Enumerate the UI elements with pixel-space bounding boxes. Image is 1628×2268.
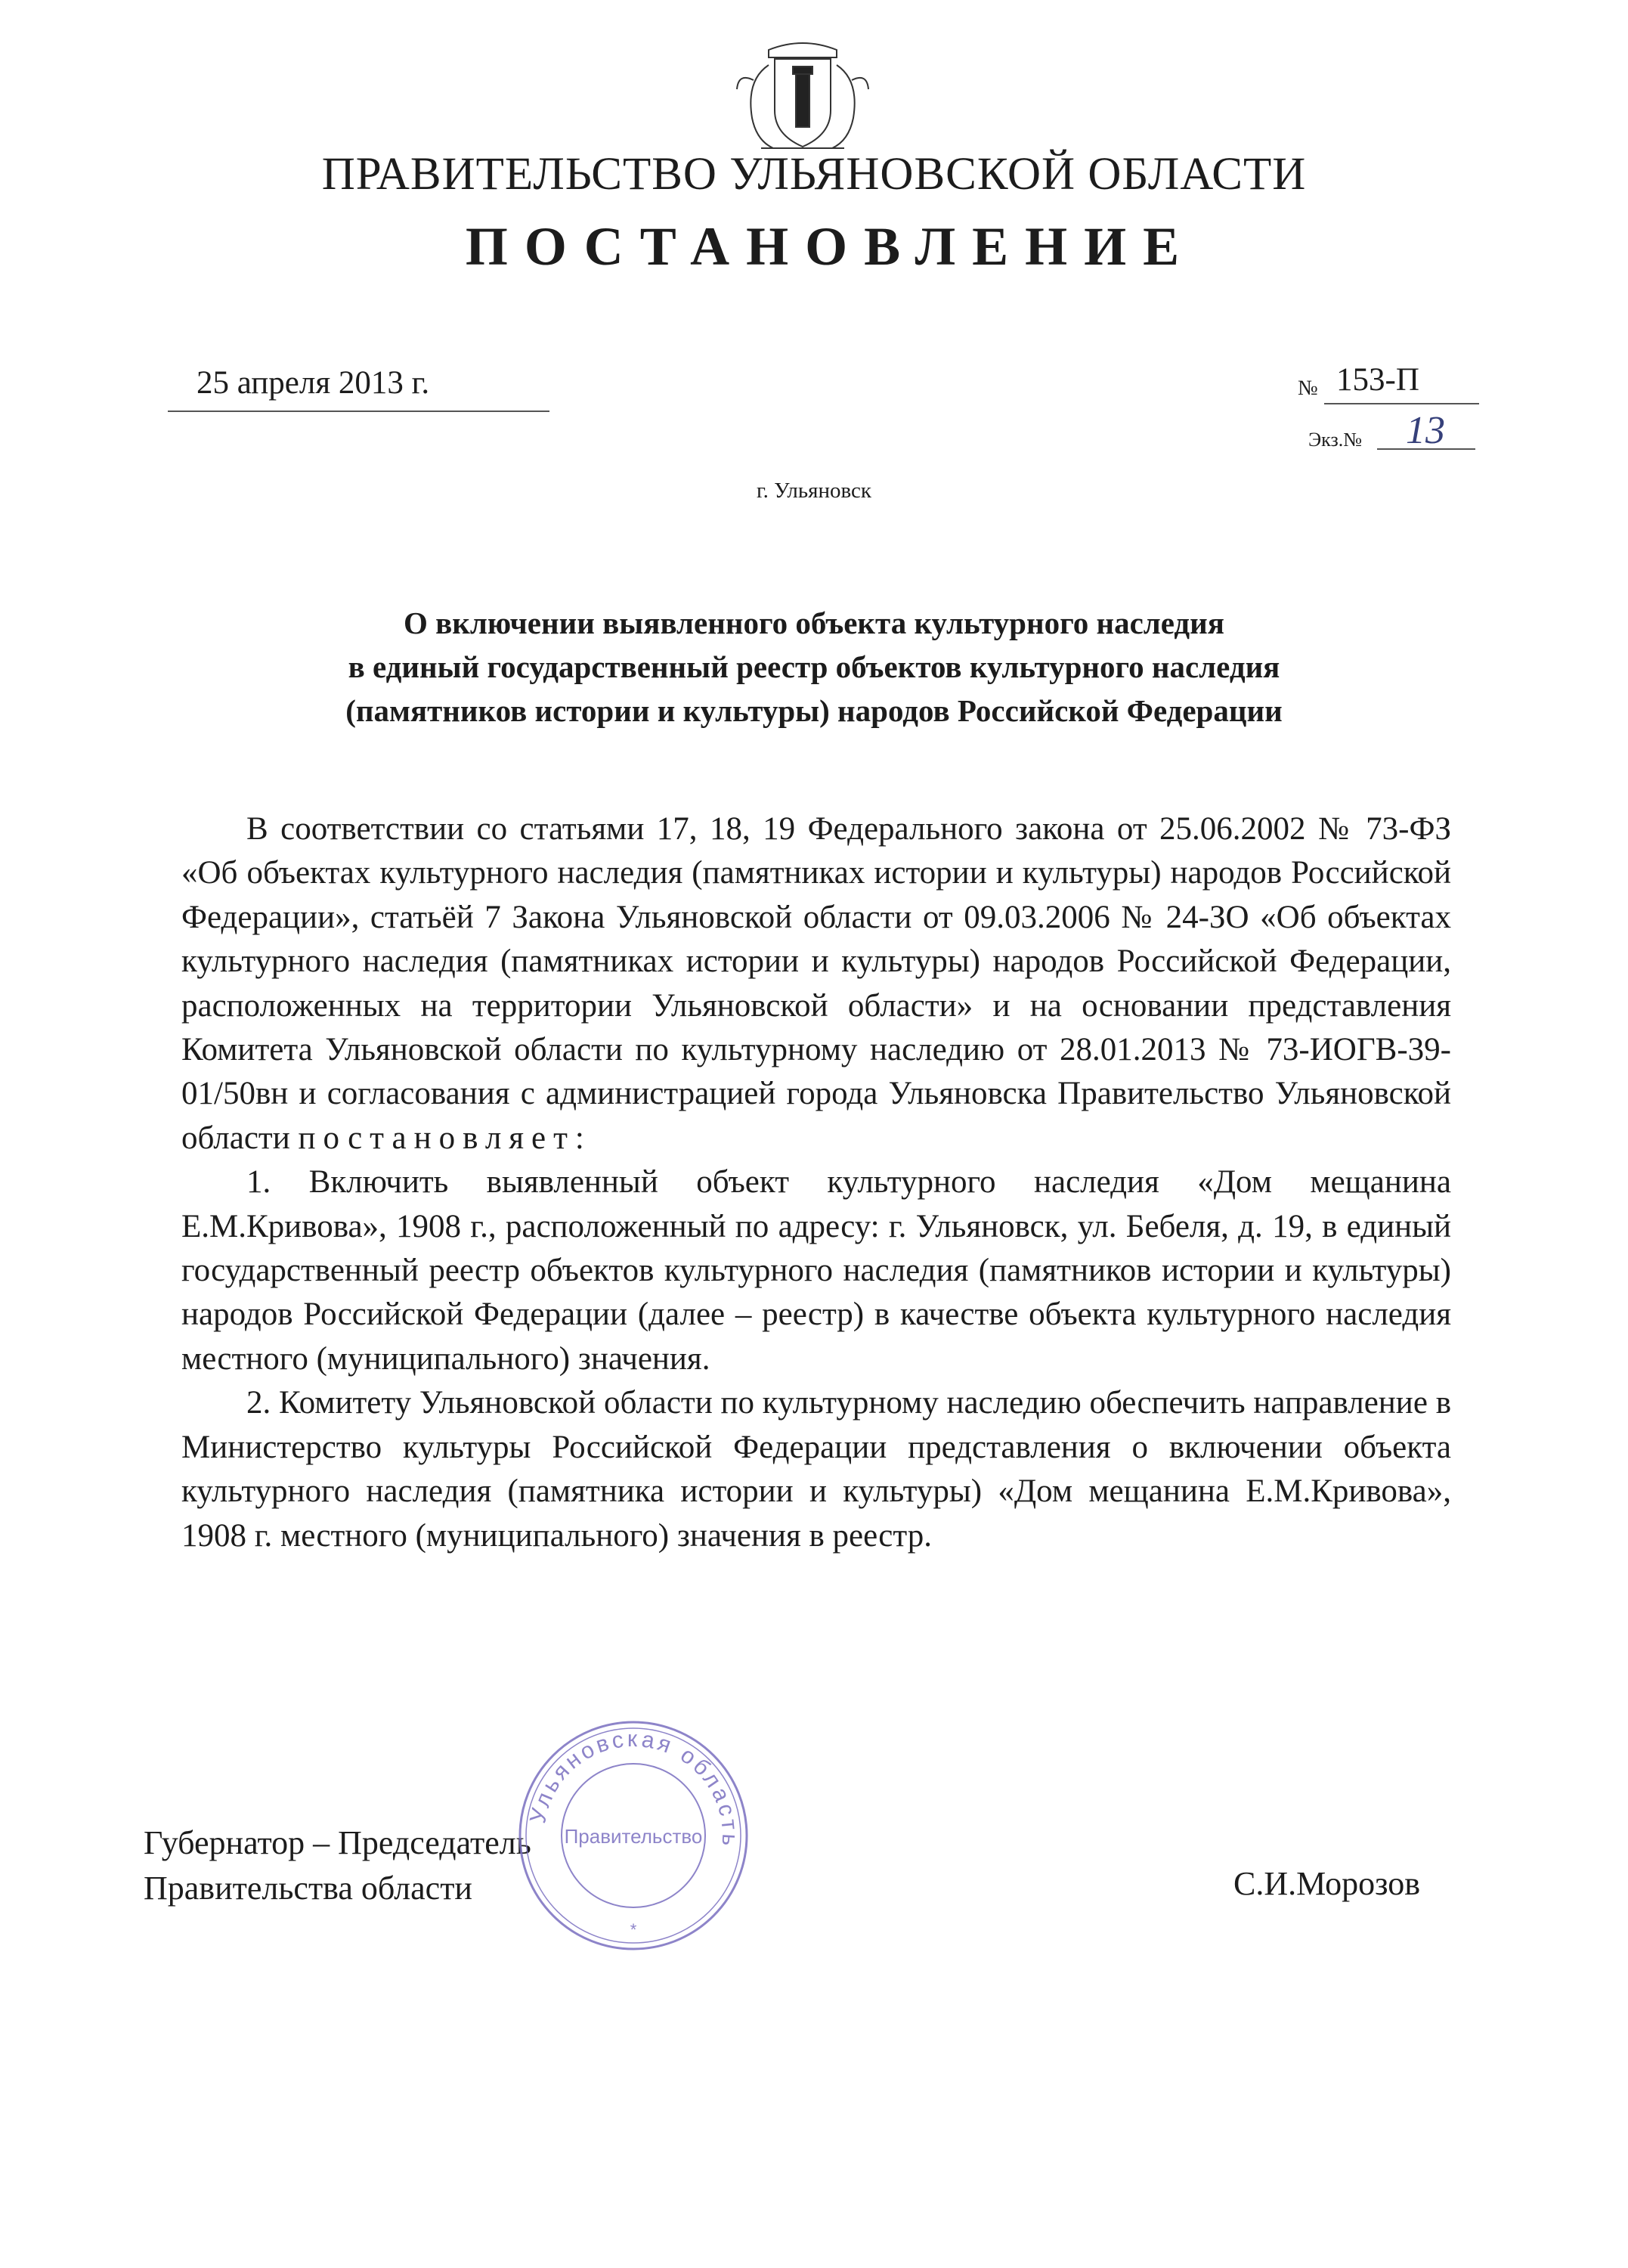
position-line: Губернатор – Председатель <box>144 1824 531 1861</box>
document-date: 25 апреля 2013 г. <box>197 365 430 401</box>
number-underline <box>1324 403 1479 404</box>
city: г. Ульяновск <box>757 479 871 503</box>
item-2: 2. Комитету Ульяновской области по культурному наследию обеспечить направление в Министерство культуры Российской Федерации представления о включении объекта культурного наследия (памятника истории и культуры) «Дом мещанина Е.М.Кривова», 1908 г. местного (муниципального) значения в реестр. <box>181 1385 1451 1554</box>
government-name: ПРАВИТЕЛЬСТВО УЛЬЯНОВСКОЙ ОБЛАСТИ <box>321 149 1307 200</box>
document-title <box>174 601 1454 733</box>
preamble-text: В соответствии со статьями 17, 18, 19 Федерального закона от 25.06.2002 № 73-ФЗ «Об объектах культурного наследия (памятниках истории и культуры) народов Российской Федерации», статьёй 7 Закона Ульяновской области от 09.03.2006 № 24-ЗО «Об объектах культурного наследия (памятниках истории и культуры) народов Российской Федерации, расположенных на территории Ульяновской области» и на основании представления Комитета Ульяновской области по культурному наследию от 28.01.2013 № 73-ИОГВ-39-01/50вн и согласования с администрацией города Ульяновска Правительство Ульяновской области <box>181 811 1451 1156</box>
signatory-name: С.И.Морозов <box>1233 1865 1421 1902</box>
signatory-position <box>144 1820 531 1911</box>
copy-number-handwritten: 13 <box>1406 409 1445 452</box>
decree-word: постановляет: <box>298 1120 592 1156</box>
svg-text:*: * <box>630 1920 637 1939</box>
official-seal-stamp <box>512 1715 754 1957</box>
number-sign: № <box>1298 376 1318 400</box>
document-body <box>181 807 1451 1558</box>
title-line: О включении выявленного объекта культурного наследия <box>404 606 1224 640</box>
date-underline <box>168 411 549 412</box>
svg-text:Правительство: Правительство <box>564 1825 703 1848</box>
title-line: (памятников истории и культуры) народов Российской Федерации <box>345 693 1283 728</box>
item-1: 1. Включить выявленный объект культурного наследия «Дом мещанина Е.М.Кривова», 1908 г., расположенный по адресу: г. Ульяновск, ул. Бебеля, д. 19, в единый государственный реестр объектов культурного наследия (памятников истории и культуры) народов Российской Федерации (далее – реестр) в качестве объекта культурного наследия местного (муниципального) значения. <box>181 1164 1451 1377</box>
preamble-paragraph <box>181 807 1451 1160</box>
svg-text:Ульяновская область: Ульяновская область <box>525 1726 743 1850</box>
document-type: ПОСТАНОВЛЕНИЕ <box>465 216 1196 277</box>
document-number: 153-П <box>1336 362 1419 398</box>
copy-label: Экз.№ <box>1308 429 1363 451</box>
title-line: в единый государственный реестр объектов культурного наследия <box>348 649 1280 684</box>
coat-of-arms-icon <box>723 35 882 154</box>
position-line: Правительства области <box>144 1870 472 1907</box>
